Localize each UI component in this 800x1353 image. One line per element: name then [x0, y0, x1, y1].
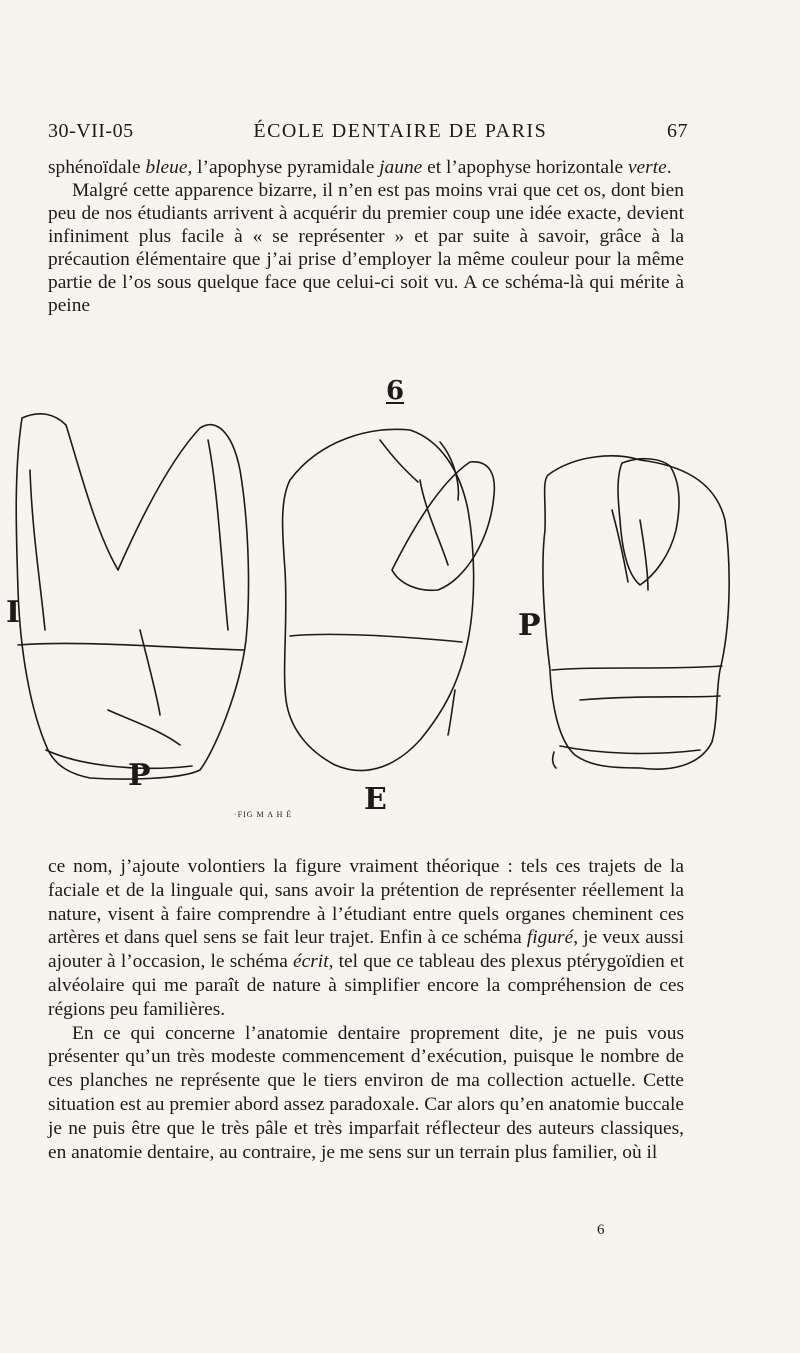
label-bottom-left: P — [128, 758, 151, 793]
tooth-right-drawing — [543, 456, 729, 769]
tooth-middle-drawing — [283, 429, 495, 770]
page-number: 67 — [666, 120, 688, 142]
tooth-figure — [0, 370, 800, 840]
top-text-block — [48, 156, 684, 317]
paragraph-continued: ce nom, j’ajoute volontiers la figure vraiment théorique : tels ces trajets de la faciale et de la linguale qui, sans avoir la prétention de représenter réellement la nature, visent à faire comprendre à l’étudiant entre quels organes cheminent ces artères et dans quel sens se fait leur trajet. Enfin à ce schéma figuré, je veux aussi ajouter à l’occasion, le schéma écrit, tel que ce tableau des plexus ptérygoïdien et alvéolaire qui me paraît de nature à simplifier encore la compréhension de ces régions peu familières. — [48, 856, 684, 1020]
paragraph-dental-anatomy: En ce qui concerne l’anatomie dentaire proprement dite, je ne puis vous présenter qu’un très modeste commencement d’exécution, puisque le nombre de ces planches ne représente que le tiers environ de ma collection actuelle. Cette situation est au premier abord assez paradoxale. Car alors qu’en anatomie buccale je ne puis être que le très pâle et très imparfait réflecteur des auteurs classiques, en anatomie dentaire, au contraire, je me sens sur un terrain plus familier, où il — [48, 1022, 684, 1163]
header-date: 30-VII-05 — [48, 120, 134, 142]
bottom-text-block — [48, 855, 684, 1164]
label-left: I — [6, 595, 21, 630]
tooth-drawings — [0, 370, 800, 840]
label-right: P — [518, 608, 541, 643]
signature-mark: 6 — [597, 1222, 605, 1238]
paragraph-continuation: sphénoïdale bleue, l’apophyse pyramidale jaune et l’apophyse horizontale verte. — [48, 157, 672, 178]
figure-number: 6 — [386, 376, 405, 406]
paragraph-main: Malgré cette apparence bizarre, il n’en est pas moins vrai que cet os, dont bien peu de nos étudiants arrivent à acquérir du premier coup une idée exacte, devient infiniment plus facile à « se représenter » et par suite à savoir, grâce à la précaution élémentaire que j’ai prise d’employer la même couleur pour la même partie de l’os sous quelque face que celui-ci soit vu. A ce schéma-là qui mérite à peine — [48, 180, 684, 316]
running-header — [48, 120, 688, 143]
header-title: ÉCOLE DENTAIRE DE PARIS — [253, 120, 548, 142]
printer-mark: ·FIG M A H É — [234, 810, 293, 819]
tooth-left-drawing — [16, 414, 248, 779]
label-bottom-center: E — [364, 782, 387, 817]
